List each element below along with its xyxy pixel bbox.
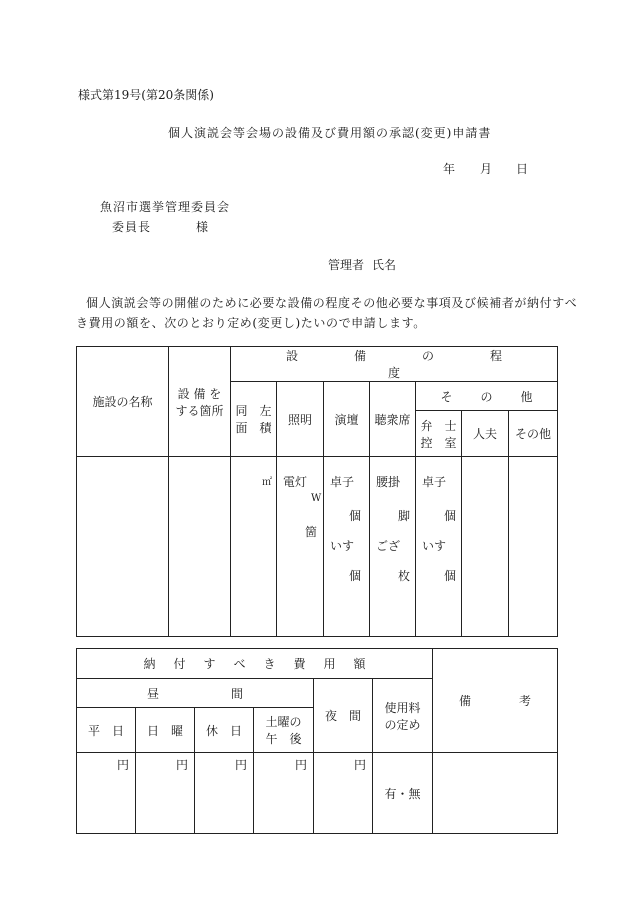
body-text-line-1: 個人演説会等の開催のために必要な設備の程度その他必要な事項及び候補者が納付すべ <box>86 296 578 310</box>
fee-table <box>76 648 558 834</box>
daytime-header: 昼 間 <box>77 679 314 708</box>
addressee-org: 魚沼市選挙管理委員会 <box>100 200 231 214</box>
weekday-fee-cell[interactable] <box>77 753 136 834</box>
addressee-honorific: 様 <box>196 220 209 234</box>
waiting-table-count: 個 <box>444 509 457 523</box>
area-cell[interactable] <box>231 457 277 637</box>
stage-cell[interactable] <box>324 457 370 637</box>
yen-unit: 円 <box>234 758 247 772</box>
sunday-fee-cell[interactable] <box>136 753 195 834</box>
stage-chair: いす <box>330 539 355 553</box>
audience-mat-count: 枚 <box>398 569 411 583</box>
yen-unit: 円 <box>175 758 188 772</box>
remarks-cell[interactable] <box>433 753 558 834</box>
equip-place-header: 設 備 を する箇所 <box>169 347 231 457</box>
staff-header: 人夫 <box>462 411 509 457</box>
unit-area: ㎡ <box>262 477 272 488</box>
audience-bench: 腰掛 <box>376 475 401 489</box>
waiting-table: 卓子 <box>422 475 447 489</box>
date-day: 日 <box>516 162 529 176</box>
facility-name-cell[interactable] <box>77 457 169 637</box>
waiting-room-cell[interactable] <box>416 457 462 637</box>
lighting-watt: W <box>311 493 322 504</box>
lighting-header: 照明 <box>277 382 324 457</box>
usage-fee-header: 使用料 の定め <box>373 679 433 753</box>
usage-fee-cell[interactable] <box>373 753 433 834</box>
applicant-name-label: 氏名 <box>372 258 397 272</box>
holiday-header: 休 日 <box>195 708 254 753</box>
yes-no-option[interactable]: 有・無 <box>384 786 421 801</box>
date-month: 月 <box>480 162 493 176</box>
audience-header: 聴衆席 <box>370 382 416 457</box>
other-header: その他 <box>509 411 558 457</box>
holiday-fee-cell[interactable] <box>195 753 254 834</box>
other-cell[interactable] <box>509 457 558 637</box>
stage-header: 演壇 <box>324 382 370 457</box>
body-text-line-2: き費用の額を、次のとおり定め(変更し)たいので申請します。 <box>76 316 426 330</box>
audience-bench-count: 脚 <box>398 509 411 523</box>
audience-mat: ござ <box>376 539 401 553</box>
facility-name-header: 施設の名称 <box>77 347 169 457</box>
sunday-header: 日 曜 <box>136 708 195 753</box>
equipment-table <box>76 346 558 637</box>
saturday-pm-header: 土曜の 午 後 <box>254 708 314 753</box>
stage-chair-count: 個 <box>349 569 362 583</box>
staff-cell[interactable] <box>462 457 509 637</box>
fee-header: 納 付 す べ き 費 用 額 <box>77 649 433 679</box>
lighting-count: 箇 <box>305 525 318 539</box>
yen-unit: 円 <box>116 758 129 772</box>
area-header: 同 左 面 積 <box>231 382 277 457</box>
remarks-header: 備 考 <box>433 649 558 753</box>
document-title: 個人演説会等会場の設備及び費用額の承認(変更)申請書 <box>168 126 492 140</box>
lighting-cell[interactable] <box>277 457 324 637</box>
applicant-role: 管理者 <box>328 258 365 272</box>
yen-unit: 円 <box>353 758 366 772</box>
weekday-header: 平 日 <box>77 708 136 753</box>
night-header: 夜 間 <box>314 679 373 753</box>
form-number: 様式第19号(第20条関係) <box>78 88 214 102</box>
addressee-chair: 委員長 <box>112 220 152 234</box>
waiting-chair: いす <box>422 539 447 553</box>
waiting-room-header: 弁 士 控 室 <box>416 411 462 457</box>
other-group-header: そ の 他 <box>416 382 558 411</box>
waiting-chair-count: 個 <box>444 569 457 583</box>
stage-table-count: 個 <box>349 509 362 523</box>
date-year: 年 <box>443 162 456 176</box>
yen-unit: 円 <box>294 758 307 772</box>
audience-cell[interactable] <box>370 457 416 637</box>
night-fee-cell[interactable] <box>314 753 373 834</box>
saturday-pm-fee-cell[interactable] <box>254 753 314 834</box>
equipment-level-header: 設 備 の 程度 <box>231 347 558 382</box>
lighting-type: 電灯 <box>283 475 308 489</box>
equip-place-cell[interactable] <box>169 457 231 637</box>
stage-table: 卓子 <box>330 475 355 489</box>
